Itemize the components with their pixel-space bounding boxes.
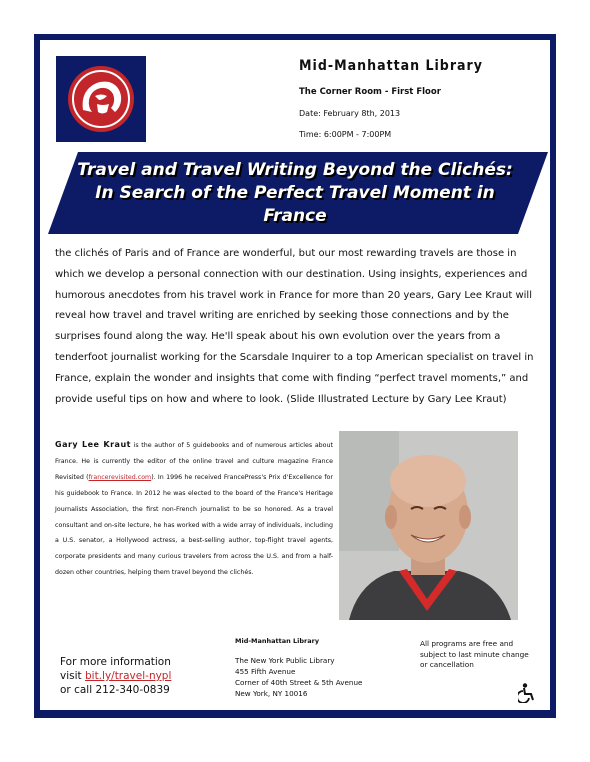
france-revisited-link[interactable]: francerevisited.com	[88, 473, 152, 481]
speaker-bio	[55, 437, 333, 581]
address	[235, 655, 362, 699]
contact-line-1: For more information	[60, 656, 171, 668]
event-time: Time: 6:00PM - 7:00PM	[299, 130, 392, 139]
event-date: Date: February 8th, 2013	[299, 109, 401, 118]
event-title-line-3: France	[263, 206, 327, 226]
event-title	[60, 159, 530, 228]
contact-info	[60, 655, 171, 697]
wheelchair-icon	[518, 683, 536, 703]
venue-name: Mid-Manhattan Library	[299, 58, 483, 74]
address-line: 455 Fifth Avenue	[235, 667, 296, 676]
info-link[interactable]: bit.ly/travel-nypl	[84, 670, 172, 682]
event-description: the clichés of Paris and of France are wonderful, but our most rewarding travels are those in which we develop a personal connection with our destination. Using insights, experiences and humorous anecdotes from his travel work in France for more than 20 years, Gary Lee Kraut will reveal how travel and travel writing are enriched by seeking those connections and by the surprises found along the way. He'll speak about his own evolution over the years from a tenderfoot journalist working for the Scarsdale Inquirer to a top American specialist on travel in France, explain the wonder and insights that come with finding “perfect travel moments,” and provide useful tips on how and where to look. (Slide Illustrated Lecture by Gary Lee Kraut)	[55, 248, 534, 405]
event-title-line-1: Travel and Travel Writing Beyond the Clichés:	[77, 160, 513, 180]
contact-phone: or call 212-340-0839	[60, 684, 170, 696]
programs-notice: All programs are free and subject to last minute change or cancellation	[420, 639, 529, 669]
address-line: Corner of 40th Street & 5th Avenue	[235, 678, 363, 687]
address-line: New York, NY 10016	[235, 689, 308, 698]
address-line: The New York Public Library	[235, 656, 335, 665]
contact-line-2	[60, 669, 171, 683]
bio-text-part2: ). In 1996 he received FrancePress's Prix d'Excellence for his guidebook to France. In 2012 he was elected to the board of the France's Heritage Journalists Association, the first non-French journalist to be so honored. As a travel consultant and on-site lecture, he has worked with a wide array of individuals, including a U.S. senator, a Hollywood actress, a best-selling author, top-flight travel agents, corporate presidents and many curious travelers from across the U.S. and from a half-dozen other countries, helping them travel beyond the clichés.	[55, 473, 333, 577]
speaker-name: Gary Lee Kraut	[55, 440, 131, 449]
event-title-line-2: In Search of the Perfect Travel Moment in	[95, 183, 495, 203]
venue-room: The Corner Room - First Floor	[299, 87, 441, 97]
bio-text-part1: is the author of 5 guidebooks and of numerous articles about France. He is currently the editor of the online travel and culture magazine France Revisited (	[55, 442, 333, 481]
speaker-photo	[339, 431, 518, 620]
address-title: Mid-Manhattan Library	[235, 637, 320, 645]
contact-visit-prefix: visit	[60, 670, 85, 682]
nypl-lion-logo-icon	[56, 56, 146, 142]
